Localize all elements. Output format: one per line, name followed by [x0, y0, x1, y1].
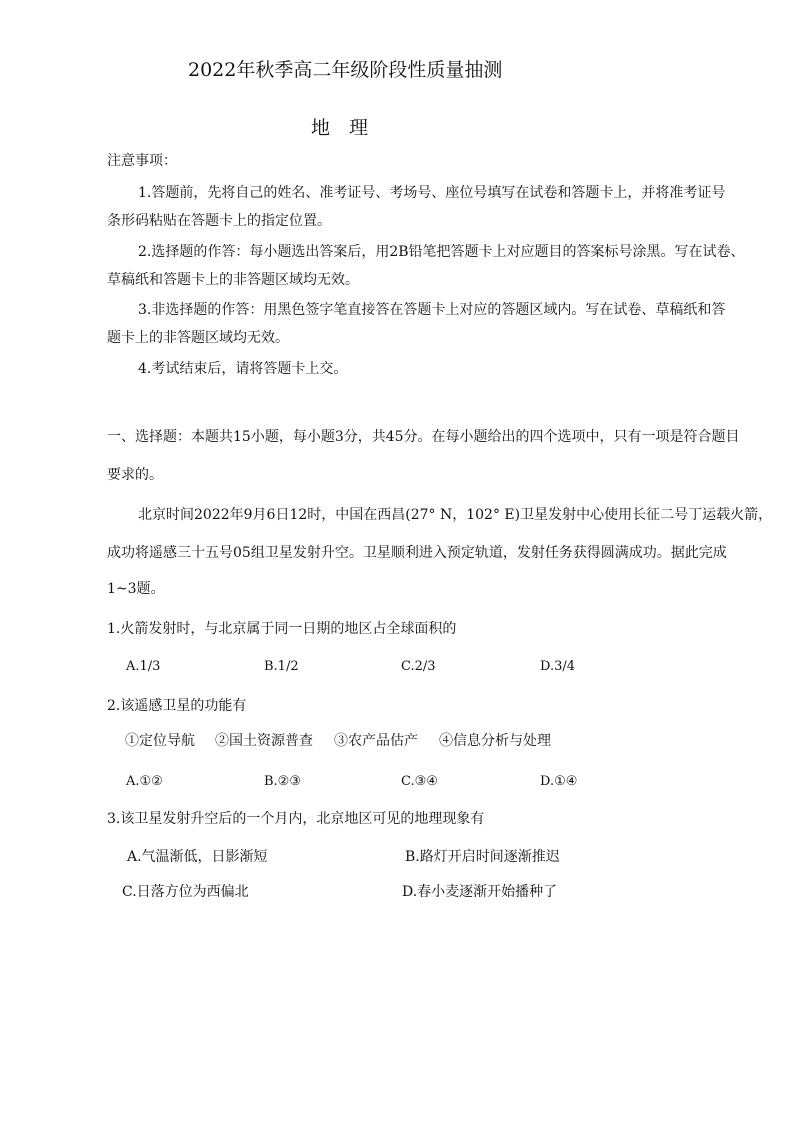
note-item-2-line1: 2.选择题的作答：每小题选出答案后，用2B铅笔把答题卡上对应题目的答案标号涂黑。写在试卷、	[138, 244, 745, 260]
section1-heading-line1: 一、选择题：本题共15小题，每小题3分，共45分。在每小题给出的四个选项中，只有一项是符合题目	[107, 429, 740, 445]
subject-title: 地 理	[311, 117, 369, 139]
question-1-option-c: C.2/3	[401, 659, 436, 674]
question-2-item-2: ②国土资源普查	[215, 733, 313, 749]
question-1-option-b: B.1/2	[264, 659, 299, 674]
question-3-option-b: B.路灯开启时间逐渐推迟	[405, 849, 560, 865]
question-2-option-c: C.③④	[401, 774, 438, 789]
note-item-3-line2: 题卡上的非答题区域均无效。	[107, 330, 289, 346]
passage-line3: 1~3题。	[107, 581, 165, 597]
question-3-option-c: C.日落方位为西偏北	[122, 884, 249, 900]
note-item-1-line2: 条形码粘贴在答题卡上的指定位置。	[107, 213, 331, 229]
question-1-option-a: A.1/3	[126, 659, 161, 674]
question-2-item-1: ①定位导航	[125, 733, 195, 749]
exam-title: 2022年秋季高二年级阶段性质量抽测	[188, 59, 503, 81]
question-2-item-3: ③农产品估产	[334, 733, 418, 749]
question-2-option-d: D.①④	[540, 774, 578, 789]
question-3-stem: 3.该卫星发射升空后的一个月内，北京地区可见的地理现象有	[107, 811, 485, 827]
question-1-option-d: D.3/4	[540, 659, 576, 674]
question-2-option-a: A.①②	[126, 774, 163, 789]
notes-heading: 注意事项：	[107, 153, 177, 169]
note-item-1-line1: 1.答题前，先将自己的姓名、准考证号、考场号、座位号填写在试卷和答题卡上，并将准考证号	[138, 185, 726, 201]
question-3-option-a: A.气温渐低，日影渐短	[127, 849, 268, 865]
passage-line2: 成功将遥感三十五号05组卫星发射升空。卫星顺利进入预定轨道，发射任务获得圆满成功。据此完成	[107, 545, 727, 561]
note-item-2-line2: 草稿纸和答题卡上的非答题区域均无效。	[107, 272, 359, 288]
section1-heading-line2: 要求的。	[107, 467, 163, 483]
question-1-stem: 1.火箭发射时，与北京属于同一日期的地区占全球面积的	[107, 621, 457, 637]
note-item-4-line1: 4.考试结束后，请将答题卡上交。	[138, 361, 348, 377]
question-2-item-4: ④信息分析与处理	[439, 733, 551, 749]
question-3-option-d: D.春小麦逐渐开始播种了	[402, 884, 558, 900]
question-2-option-b: B.②③	[264, 774, 301, 789]
question-2-stem: 2.该遥感卫星的功能有	[107, 698, 247, 714]
note-item-3-line1: 3.非选择题的作答：用黑色签字笔直接答在答题卡上对应的答题区域内。写在试卷、草稿纸和答	[138, 302, 726, 318]
passage-line1: 北京时间2022年9月6日12时，中国在西昌(27° N，102° E)卫星发射中心使用长征二号丁运载火箭，	[138, 507, 773, 523]
